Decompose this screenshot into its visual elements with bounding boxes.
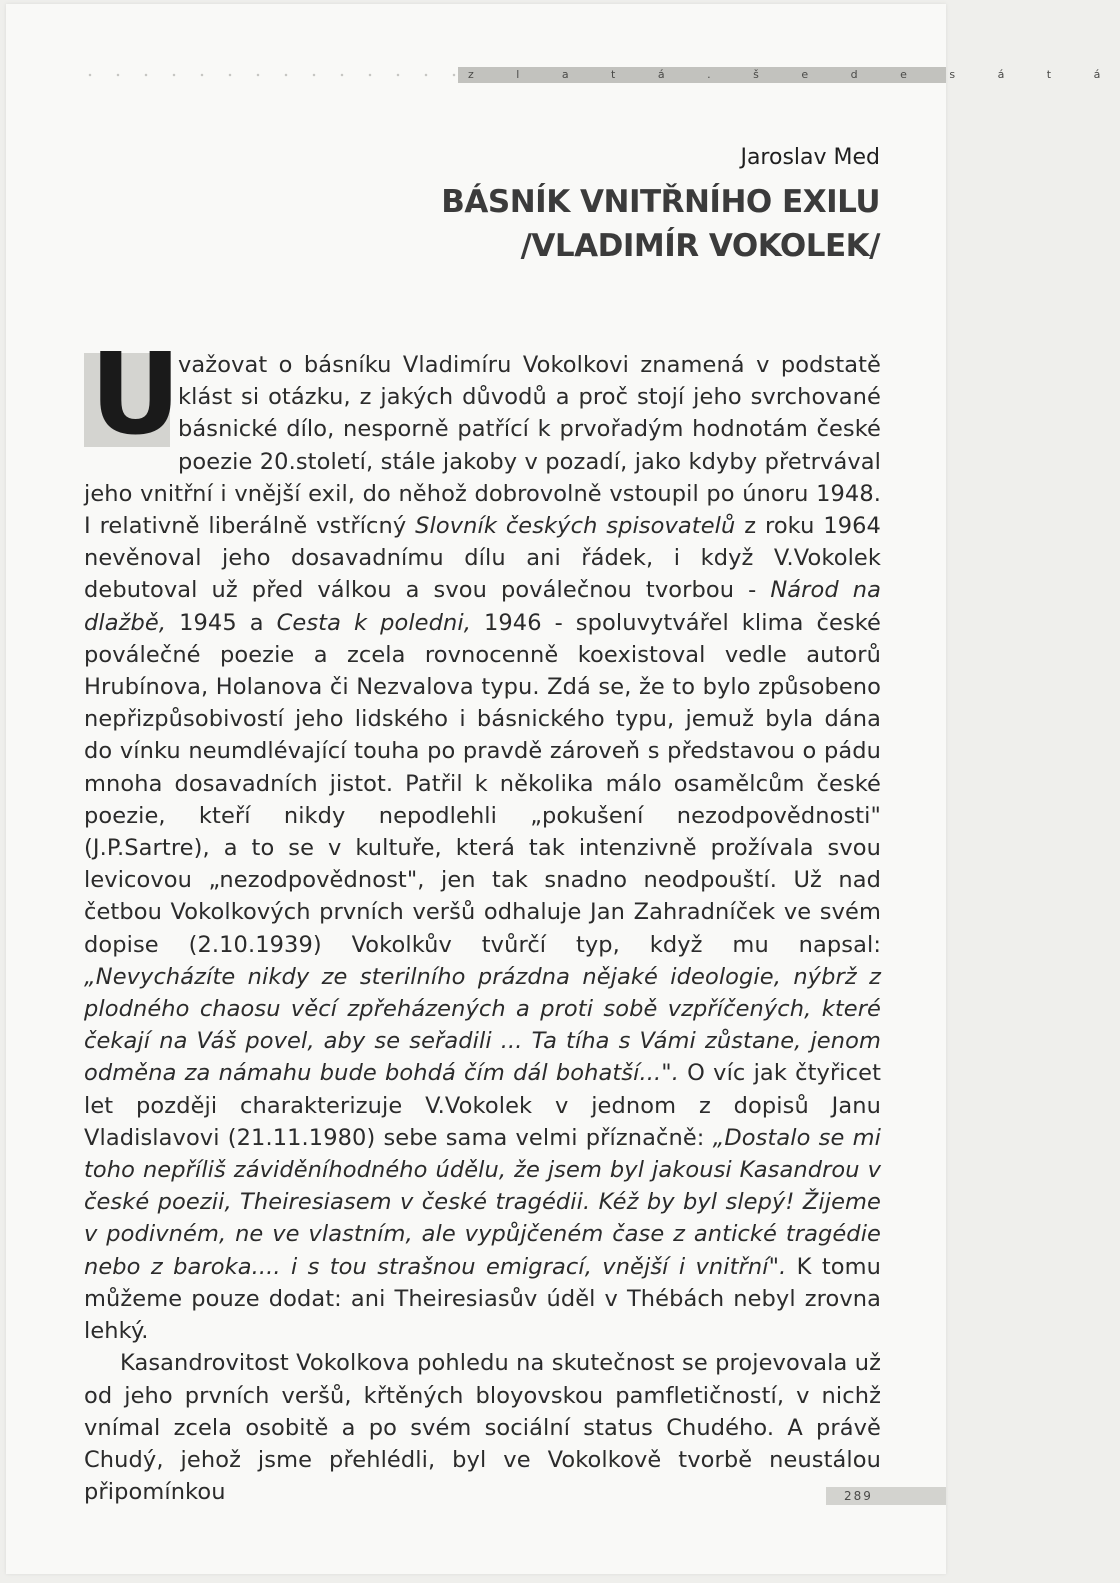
page-number: 289 — [844, 1489, 873, 1503]
p1-text-6: K tomu můžeme pouze dodat: ani Theiresiasův úděl v Thébách nebyl zrovna lehký. — [84, 1253, 881, 1345]
dropcap-letter: U — [90, 330, 182, 460]
p1-italic-4: „Nevycházíte nikdy ze sterilního prázdna nějaké ideologie, nýbrž z plodného chaosu věcí zpřeházených a proti sobě vzpříčených, které čekají na Váš povel, aby se seřadili ... Ta tíha s Vámi zůstane, jenom odměna za námahu bude bohdá čím dál bohatší...". — [84, 963, 881, 1087]
running-head-text: z l a t á . š e d e s á t á — [468, 68, 1120, 81]
p1-text-4: 1946 - spoluvytvářel klima české poválečné poezie a zcela rovnocenně koexistoval vedle autorů Hrubínova, Holanova či Nezvalova typu. Zdá se, že to bylo způsobeno nepřizpůsobivostí jeho lidského i básnického typu, jemuž byla dána do vínku neumdlévající touha po pravdě zároveň s představou o pádu mnoha dosavadních jistot. Patřil k několika málo osamělcům české poezie, kteří nikdy nepodlehli „pokušení nezodpovědnosti" (J.P.Sartre), a to se v kultuře, která tak intenzivně prožívala svou levicovou „nezodpovědnost", jen tak snadno neodpouští. Už nad četbou Vokolkových prvních veršů odhaluje Jan Zahradníček ve svém dopise (2.10.1939) Vokolkův tvůrčí typ, když mu napsal: — [84, 609, 881, 958]
p1-text-5: O víc jak čtyřicet let později charakterizuje V.Vokolek v jednom z dopisů Janu Vladislavovi (21.11.1980) sebe sama velmi příznačně: — [84, 1060, 881, 1151]
p1-italic-3: Cesta k poledni, — [276, 609, 471, 636]
p1-italic-1: Slovník českých spisovatelů — [415, 513, 736, 540]
author-name: Jaroslav Med — [740, 145, 880, 170]
article-body — [84, 330, 881, 1508]
dropcap-box — [84, 330, 182, 460]
paragraph-1 — [84, 349, 881, 1347]
p1-text-2: z roku 1964 nevěnoval jeho dosavadnímu dílu ani řádek, i když V.Vokolek debutoval už před válkou a svou poválečnou tvorbou - — [84, 513, 881, 604]
article-title — [441, 180, 880, 268]
title-line-2: /VLADIMÍR VOKOLEK/ — [520, 228, 880, 264]
p1-text-1: važovat o básníku Vladimíru Vokolkovi znamená v podstatě klást si otázku, z jakých důvodů a proč stojí jeho svrchované básnické dílo, nesporně patřící k prvořadým hodnotám české poezie 20.století, stále jakoby v pozadí, jako kdyby přetrvával jeho vnitřní i vnější exil, do něhož dobrovolně vstoupil po únoru 1948. I relativně liberálně vstřícný — [84, 352, 881, 540]
paragraph-2: Kasandrovitost Vokolkova pohledu na skutečnost se projevovala už od jeho prvních veršů, křtěných bloyovskou pamfletičností, v nichž vnímal zcela osobitě a po svém sociální status Chudého. A právě Chudý, jehož jsme přehlédli, byl ve Vokolkově tvorbě neustálou připomínkou — [84, 1350, 881, 1506]
book-page — [6, 4, 1120, 1574]
running-head-dots — [76, 71, 456, 79]
p1-text-3: 1945 a — [166, 609, 277, 636]
title-line-1: BÁSNÍK VNITŘNÍHO EXILU — [441, 184, 880, 220]
p1-italic-5: „Dostalo se mi toho nepříliš záviděníhodného údělu, že jsem byl jakousi Kasandrou v české poezii, Theiresiasem v české tragédii. Kéž by byl slepý! Žijeme v podivném, ne ve vlastním, ale vypůjčeném čase z antické tragédie nebo z baroka.... i s tou strašnou emigrací, vnější i vnitřní". — [84, 1124, 881, 1280]
p1-italic-2: Národ na dlažbě, — [84, 577, 881, 636]
running-head — [6, 67, 1120, 83]
